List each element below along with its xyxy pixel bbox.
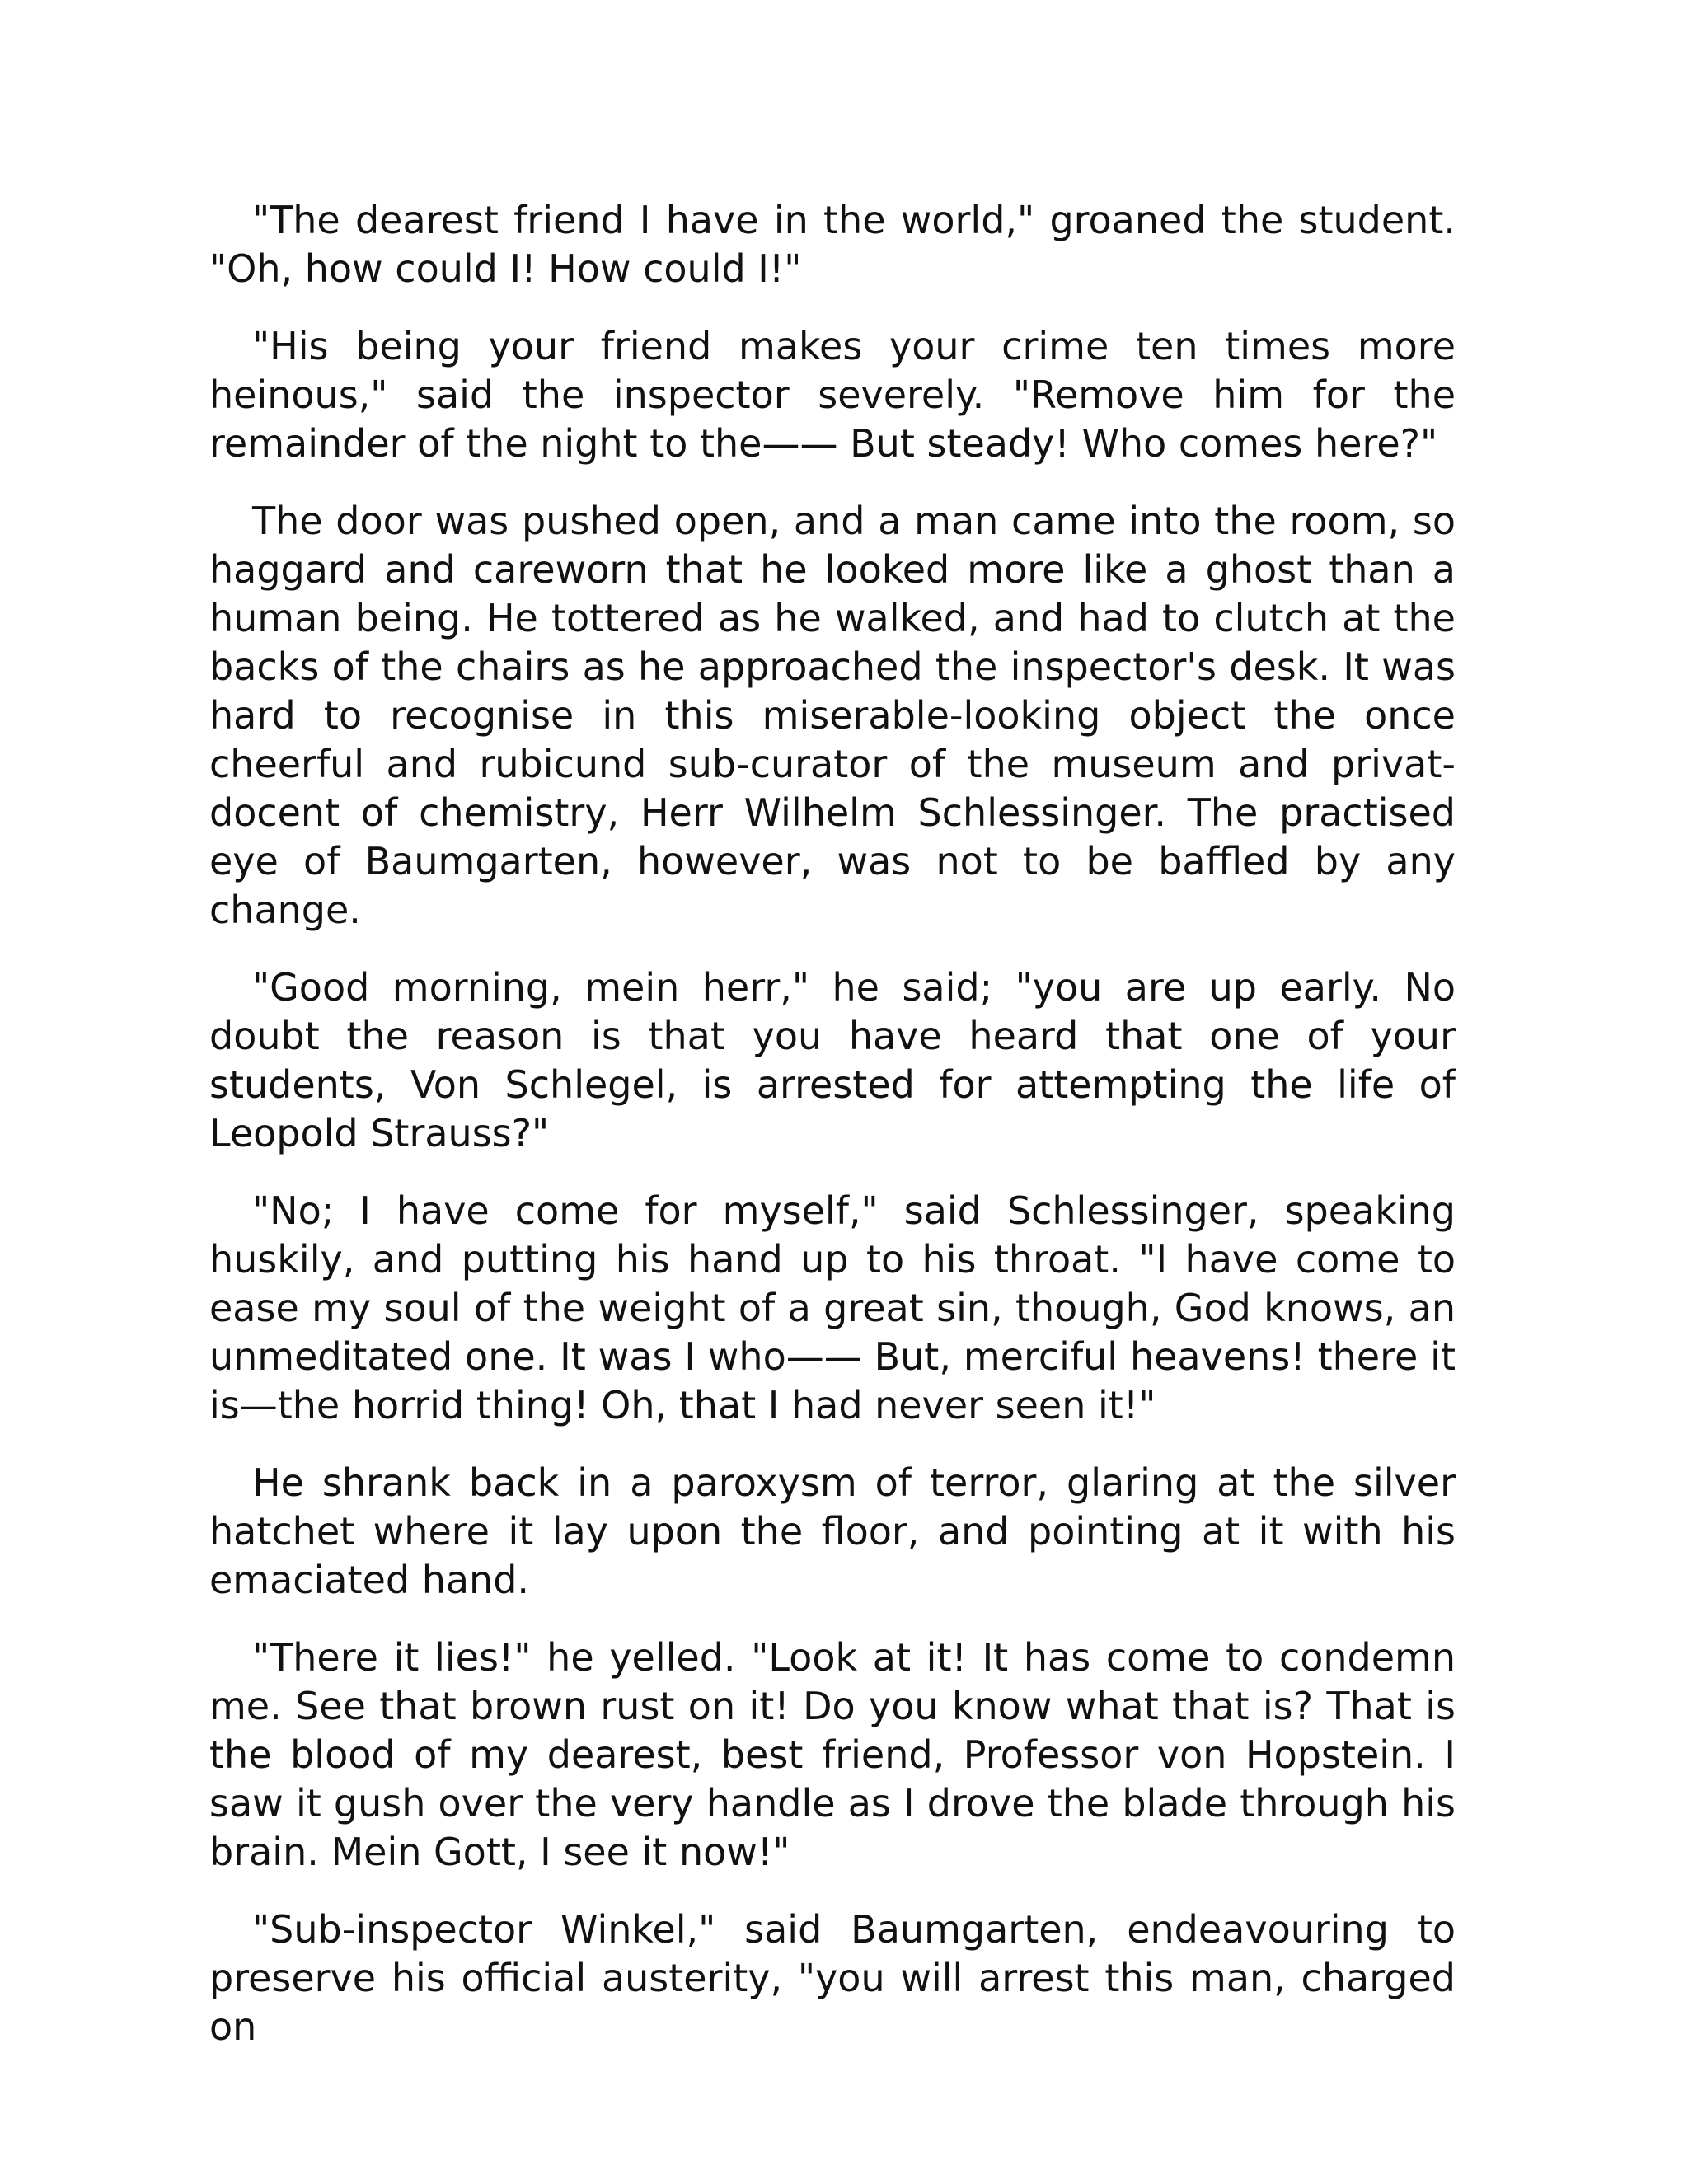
paragraph-2: "His being your friend makes your crime ten times more heinous," said the inspector severely. "Remove him for the remainder of the night to the—— But steady! Who comes here?"	[209, 324, 1456, 466]
paragraph-7: "There it lies!" he yelled. "Look at it! It has come to condemn me. See that brown rust on it! Do you know what that is? That is the blood of my dearest, best friend, Professor von Hopstein. I saw it gush over the very handle as I drove the blade through his brain. Mein Gott, I see it now!"	[209, 1635, 1456, 1874]
paragraph-4: "Good morning, mein herr," he said; "you are up early. No doubt the reason is that you have heard that one of your students, Von Schlegel, is arrested for attempting the life of Leopold Strauss?"	[209, 965, 1456, 1155]
document-page	[209, 196, 1456, 2080]
paragraph-1: "The dearest friend I have in the world," groaned the student. "Oh, how could I! How could I!"	[209, 198, 1456, 291]
paragraph-3: The door was pushed open, and a man came into the room, so haggard and careworn that he looked more like a ghost than a human being. He tottered as he walked, and had to clutch at the backs of the chairs as he approached the inspector's desk. It was hard to recognise in this miserable-looking object the once cheerful and rubicund sub-curator of the museum and privat-docent of chemistry, Herr Wilhelm Schlessinger. The practised eye of Baumgarten, however, was not to be baffled by any change.	[209, 499, 1456, 932]
paragraph-5: "No; I have come for myself," said Schlessinger, speaking huskily, and putting his hand up to his throat. "I have come to ease my soul of the weight of a great sin, though, God knows, an unmeditated one. It was I who—— But, merciful heavens! there it is—the horrid thing! Oh, that I had never seen it!"	[209, 1188, 1456, 1427]
paragraph-8: "Sub-inspector Winkel," said Baumgarten, endeavouring to preserve his official austerity, "you will arrest this man, charged on	[209, 1907, 1456, 2049]
paragraph-6: He shrank back in a paroxysm of terror, glaring at the silver hatchet where it lay upon the floor, and pointing at it with his emaciated hand.	[209, 1460, 1456, 1602]
